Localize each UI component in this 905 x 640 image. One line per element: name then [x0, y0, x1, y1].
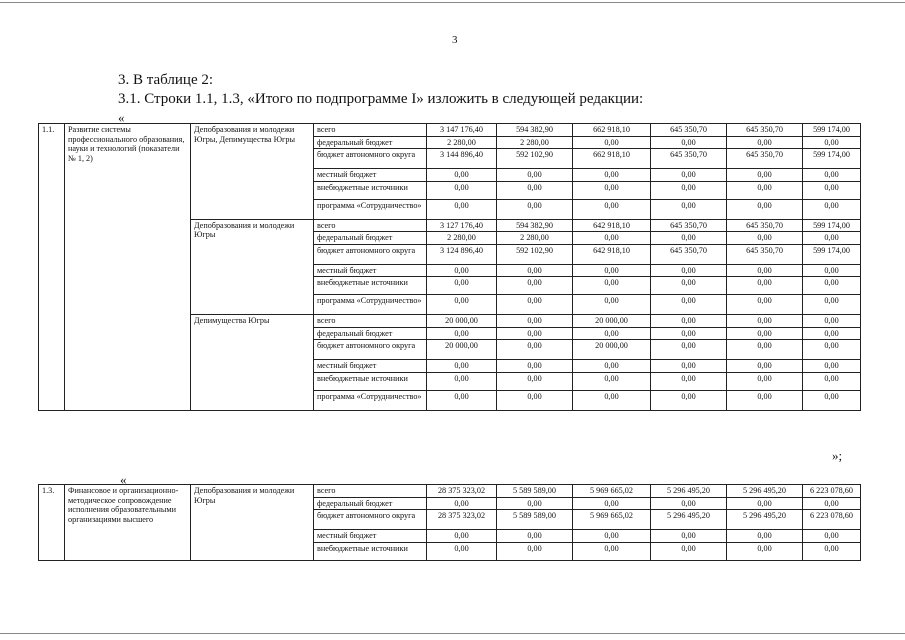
amount-cell: 0,00 — [651, 360, 727, 373]
amount-cell: 0,00 — [727, 327, 803, 340]
amount-cell: 0,00 — [573, 327, 651, 340]
funding-source-label: всего — [314, 124, 427, 137]
funding-source-label: бюджет автономного округа — [314, 510, 427, 530]
amount-cell: 0,00 — [497, 169, 573, 182]
amount-cell: 592 102,90 — [497, 149, 573, 169]
amount-cell: 599 174,00 — [803, 219, 861, 232]
table-row — [39, 124, 861, 137]
amount-cell: 0,00 — [803, 169, 861, 182]
amount-cell: 0,00 — [573, 232, 651, 245]
amount-cell: 0,00 — [427, 360, 497, 373]
amount-cell: 0,00 — [573, 390, 651, 410]
amount-cell: 0,00 — [727, 530, 803, 543]
amount-cell: 0,00 — [573, 542, 651, 560]
amount-cell: 0,00 — [727, 390, 803, 410]
amount-cell: 645 350,70 — [727, 149, 803, 169]
amount-cell: 642 918,10 — [573, 244, 651, 264]
funding-source-label: местный бюджет — [314, 169, 427, 182]
amount-cell: 0,00 — [727, 169, 803, 182]
funding-source-label: бюджет автономного округа — [314, 340, 427, 360]
amount-cell: 0,00 — [651, 181, 727, 199]
amount-cell: 0,00 — [651, 136, 727, 149]
amount-cell: 599 174,00 — [803, 149, 861, 169]
amount-cell: 5 296 495,20 — [651, 510, 727, 530]
subsection-heading: 3.1. Строки 1.1, 1.3, «Итого по подпрограмме I» изложить в следующей редакции: — [118, 91, 644, 107]
amount-cell: 0,00 — [727, 295, 803, 315]
amount-cell: 0,00 — [427, 264, 497, 277]
executor-name: Депобразования и молодежи Югры, Депимущества Югры — [191, 124, 314, 220]
amount-cell: 5 296 495,20 — [651, 485, 727, 498]
amount-cell: 645 350,70 — [651, 244, 727, 264]
amount-cell: 0,00 — [497, 295, 573, 315]
amount-cell: 645 350,70 — [727, 244, 803, 264]
amount-cell: 5 296 495,20 — [727, 485, 803, 498]
amount-cell: 0,00 — [651, 169, 727, 182]
amount-cell: 2 280,00 — [427, 136, 497, 149]
funding-source-label: местный бюджет — [314, 264, 427, 277]
funding-source-label: внебюджетные источники — [314, 542, 427, 560]
amount-cell: 662 918,10 — [573, 149, 651, 169]
amount-cell: 0,00 — [651, 327, 727, 340]
row-number: 1.1. — [39, 124, 65, 411]
amount-cell: 20 000,00 — [427, 340, 497, 360]
amount-cell: 645 350,70 — [651, 149, 727, 169]
funding-source-label: бюджет автономного округа — [314, 149, 427, 169]
amount-cell: 0,00 — [727, 340, 803, 360]
amount-cell: 0,00 — [573, 497, 651, 510]
amount-cell: 2 280,00 — [497, 136, 573, 149]
amount-cell: 0,00 — [727, 181, 803, 199]
amount-cell: 0,00 — [727, 277, 803, 295]
amount-cell: 0,00 — [427, 169, 497, 182]
amount-cell: 0,00 — [803, 295, 861, 315]
amount-cell: 0,00 — [803, 390, 861, 410]
amount-cell: 0,00 — [727, 360, 803, 373]
amount-cell: 20 000,00 — [573, 315, 651, 328]
funding-source-label: федеральный бюджет — [314, 136, 427, 149]
amount-cell: 0,00 — [727, 264, 803, 277]
amount-cell: 20 000,00 — [427, 315, 497, 328]
amount-cell: 645 350,70 — [727, 219, 803, 232]
amount-cell: 0,00 — [497, 390, 573, 410]
amount-cell: 0,00 — [803, 277, 861, 295]
amount-cell: 2 280,00 — [497, 232, 573, 245]
amount-cell: 0,00 — [651, 372, 727, 390]
amount-cell: 2 280,00 — [427, 232, 497, 245]
amount-cell: 0,00 — [651, 497, 727, 510]
funding-source-label: федеральный бюджет — [314, 497, 427, 510]
amount-cell: 0,00 — [803, 530, 861, 543]
amount-cell: 0,00 — [427, 372, 497, 390]
funding-source-label: программа «Сотрудничество» — [314, 295, 427, 315]
amount-cell: 0,00 — [427, 390, 497, 410]
opening-quote-1: « — [118, 110, 125, 125]
amount-cell: 0,00 — [427, 530, 497, 543]
amount-cell: 5 969 665,02 — [573, 510, 651, 530]
amount-cell: 0,00 — [727, 372, 803, 390]
closing-quote: »; — [832, 448, 843, 463]
funding-table-row-1-1 — [38, 123, 861, 411]
section-heading: 3. В таблице 2: — [118, 72, 214, 88]
amount-cell: 0,00 — [497, 372, 573, 390]
amount-cell: 0,00 — [497, 530, 573, 543]
amount-cell: 5 589 589,00 — [497, 510, 573, 530]
amount-cell: 0,00 — [803, 199, 861, 219]
amount-cell: 3 127 176,40 — [427, 219, 497, 232]
funding-source-label: программа «Сотрудничество» — [314, 199, 427, 219]
amount-cell: 599 174,00 — [803, 124, 861, 137]
amount-cell: 0,00 — [727, 542, 803, 560]
amount-cell: 592 102,90 — [497, 244, 573, 264]
amount-cell: 645 350,70 — [651, 219, 727, 232]
funding-source-label: внебюджетные источники — [314, 372, 427, 390]
opening-quote-2: « — [120, 472, 127, 487]
amount-cell: 0,00 — [497, 360, 573, 373]
amount-cell: 20 000,00 — [573, 340, 651, 360]
funding-source-label: федеральный бюджет — [314, 327, 427, 340]
amount-cell: 0,00 — [427, 497, 497, 510]
amount-cell: 0,00 — [427, 277, 497, 295]
amount-cell: 0,00 — [803, 372, 861, 390]
amount-cell: 0,00 — [497, 542, 573, 560]
amount-cell: 0,00 — [727, 136, 803, 149]
amount-cell: 0,00 — [651, 232, 727, 245]
amount-cell: 5 969 665,02 — [573, 485, 651, 498]
amount-cell: 0,00 — [573, 199, 651, 219]
amount-cell: 0,00 — [803, 136, 861, 149]
amount-cell: 5 296 495,20 — [727, 510, 803, 530]
amount-cell: 0,00 — [497, 181, 573, 199]
funding-source-label: бюджет автономного округа — [314, 244, 427, 264]
amount-cell: 28 375 323,02 — [427, 510, 497, 530]
amount-cell: 0,00 — [573, 295, 651, 315]
amount-cell: 645 350,70 — [727, 124, 803, 137]
amount-cell: 0,00 — [573, 169, 651, 182]
funding-table-row-1-3 — [38, 484, 861, 561]
amount-cell: 0,00 — [497, 315, 573, 328]
funding-source-label: программа «Сотрудничество» — [314, 390, 427, 410]
amount-cell: 0,00 — [803, 340, 861, 360]
scan-edge-top — [0, 2, 905, 3]
amount-cell: 0,00 — [573, 530, 651, 543]
amount-cell: 0,00 — [427, 542, 497, 560]
amount-cell: 0,00 — [497, 340, 573, 360]
amount-cell: 3 124 896,40 — [427, 244, 497, 264]
amount-cell: 0,00 — [573, 181, 651, 199]
funding-source-label: всего — [314, 485, 427, 498]
amount-cell: 3 144 896,40 — [427, 149, 497, 169]
amount-cell: 0,00 — [573, 360, 651, 373]
amount-cell: 0,00 — [803, 497, 861, 510]
funding-source-label: всего — [314, 315, 427, 328]
amount-cell: 599 174,00 — [803, 244, 861, 264]
amount-cell: 642 918,10 — [573, 219, 651, 232]
amount-cell: 0,00 — [651, 264, 727, 277]
amount-cell: 0,00 — [427, 327, 497, 340]
amount-cell: 0,00 — [497, 199, 573, 219]
funding-source-label: местный бюджет — [314, 530, 427, 543]
amount-cell: 28 375 323,02 — [427, 485, 497, 498]
row-number: 1.3. — [39, 485, 65, 561]
amount-cell: 594 382,90 — [497, 124, 573, 137]
executor-name: Депобразования и молодежи Югры — [191, 485, 314, 561]
amount-cell: 0,00 — [497, 327, 573, 340]
amount-cell: 0,00 — [497, 497, 573, 510]
amount-cell: 0,00 — [803, 542, 861, 560]
amount-cell: 0,00 — [803, 315, 861, 328]
amount-cell: 0,00 — [651, 277, 727, 295]
measure-name: Финансовое и организационно-методическое сопровождение исполнения образовательными организациями высшего — [65, 485, 191, 561]
funding-source-label: федеральный бюджет — [314, 232, 427, 245]
amount-cell: 0,00 — [573, 277, 651, 295]
amount-cell: 0,00 — [651, 295, 727, 315]
amount-cell: 0,00 — [803, 327, 861, 340]
amount-cell: 0,00 — [727, 199, 803, 219]
amount-cell: 0,00 — [651, 340, 727, 360]
amount-cell: 0,00 — [573, 372, 651, 390]
amount-cell: 6 223 078,60 — [803, 485, 861, 498]
amount-cell: 0,00 — [427, 181, 497, 199]
amount-cell: 0,00 — [803, 181, 861, 199]
amount-cell: 0,00 — [651, 390, 727, 410]
funding-source-label: местный бюджет — [314, 360, 427, 373]
amount-cell: 0,00 — [573, 264, 651, 277]
amount-cell: 6 223 078,60 — [803, 510, 861, 530]
amount-cell: 0,00 — [651, 199, 727, 219]
amount-cell: 0,00 — [803, 232, 861, 245]
amount-cell: 0,00 — [803, 264, 861, 277]
amount-cell: 0,00 — [497, 277, 573, 295]
funding-source-label: внебюджетные источники — [314, 181, 427, 199]
executor-name: Депобразования и молодежи Югры — [191, 219, 314, 315]
amount-cell: 0,00 — [727, 232, 803, 245]
amount-cell: 0,00 — [427, 295, 497, 315]
amount-cell: 0,00 — [427, 199, 497, 219]
amount-cell: 662 918,10 — [573, 124, 651, 137]
amount-cell: 0,00 — [651, 530, 727, 543]
funding-source-label: внебюджетные источники — [314, 277, 427, 295]
amount-cell: 594 382,90 — [497, 219, 573, 232]
amount-cell: 0,00 — [727, 315, 803, 328]
executor-name: Депимущества Югры — [191, 315, 314, 411]
measure-name: Развитие системы профессионального образования, науки и технологий (показатели № 1, 2) — [65, 124, 191, 411]
page-number: 3 — [452, 34, 458, 46]
scan-edge-bottom — [0, 633, 905, 634]
amount-cell: 5 589 589,00 — [497, 485, 573, 498]
table-row — [39, 485, 861, 498]
amount-cell: 3 147 176,40 — [427, 124, 497, 137]
amount-cell: 0,00 — [497, 264, 573, 277]
amount-cell: 0,00 — [803, 360, 861, 373]
amount-cell: 0,00 — [651, 542, 727, 560]
amount-cell: 0,00 — [573, 136, 651, 149]
amount-cell: 0,00 — [727, 497, 803, 510]
funding-source-label: всего — [314, 219, 427, 232]
amount-cell: 645 350,70 — [651, 124, 727, 137]
amount-cell: 0,00 — [651, 315, 727, 328]
